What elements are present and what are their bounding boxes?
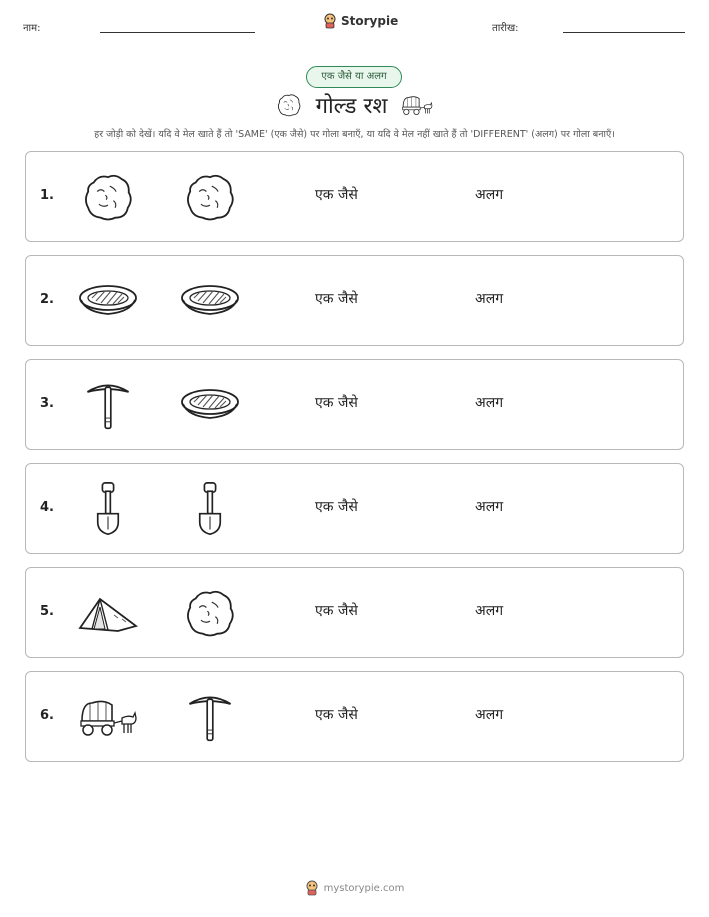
covered-wagon-icon xyxy=(401,94,433,116)
name-label: नाम: xyxy=(23,23,41,34)
date-label: तारीख: xyxy=(492,23,519,34)
different-option[interactable]: अलग xyxy=(475,707,504,723)
question-row xyxy=(25,463,684,554)
gold-pan-icon xyxy=(180,376,240,434)
same-option[interactable]: एक जैसे xyxy=(315,603,358,619)
worksheet-type-badge: एक जैसे या अलग xyxy=(306,66,402,88)
pickaxe-icon xyxy=(180,688,240,746)
gold-nugget-icon xyxy=(180,584,240,642)
tent-icon xyxy=(78,584,138,642)
different-option[interactable]: अलग xyxy=(475,603,504,619)
gold-pan-icon xyxy=(78,272,138,330)
name-line[interactable] xyxy=(100,32,255,33)
storypie-mascot-icon xyxy=(305,880,319,896)
different-option[interactable]: अलग xyxy=(475,187,504,203)
question-row xyxy=(25,567,684,658)
same-option[interactable]: एक जैसे xyxy=(315,707,358,723)
shovel-icon xyxy=(180,480,240,538)
footer xyxy=(0,880,709,896)
different-option[interactable]: अलग xyxy=(475,499,504,515)
question-row xyxy=(25,151,684,242)
brand-logo xyxy=(323,13,398,29)
same-option[interactable]: एक जैसे xyxy=(315,395,358,411)
question-row xyxy=(25,359,684,450)
storypie-mascot-icon xyxy=(323,13,337,29)
title-row xyxy=(0,90,709,120)
row-number: 4. xyxy=(40,500,54,515)
row-number: 2. xyxy=(40,292,54,307)
worksheet-title: गोल्ड रश xyxy=(315,94,388,119)
brand-name: Storypie xyxy=(341,14,399,28)
covered-wagon-icon xyxy=(78,688,138,746)
different-option[interactable]: अलग xyxy=(475,395,504,411)
same-option[interactable]: एक जैसे xyxy=(315,291,358,307)
shovel-icon xyxy=(78,480,138,538)
row-number: 6. xyxy=(40,708,54,723)
gold-nugget-icon xyxy=(276,92,302,118)
gold-nugget-icon xyxy=(78,168,138,226)
date-line[interactable] xyxy=(563,32,685,33)
question-row xyxy=(25,255,684,346)
different-option[interactable]: अलग xyxy=(475,291,504,307)
gold-pan-icon xyxy=(180,272,240,330)
row-number: 3. xyxy=(40,396,54,411)
same-option[interactable]: एक जैसे xyxy=(315,187,358,203)
pickaxe-icon xyxy=(78,376,138,434)
row-number: 1. xyxy=(40,188,54,203)
instructions: हर जोड़ी को देखें। यदि वे मेल खाते हैं तो 'SAME' (एक जैसे) पर गोला बनाएँ, या यदि वे मेल नहीं खाते हैं तो 'DIFFERENT' (अलग) पर गोला बनाएँ। xyxy=(94,129,615,140)
same-option[interactable]: एक जैसे xyxy=(315,499,358,515)
question-row xyxy=(25,671,684,762)
footer-url[interactable]: mystorypie.com xyxy=(323,882,405,894)
row-number: 5. xyxy=(40,604,54,619)
gold-nugget-icon xyxy=(180,168,240,226)
